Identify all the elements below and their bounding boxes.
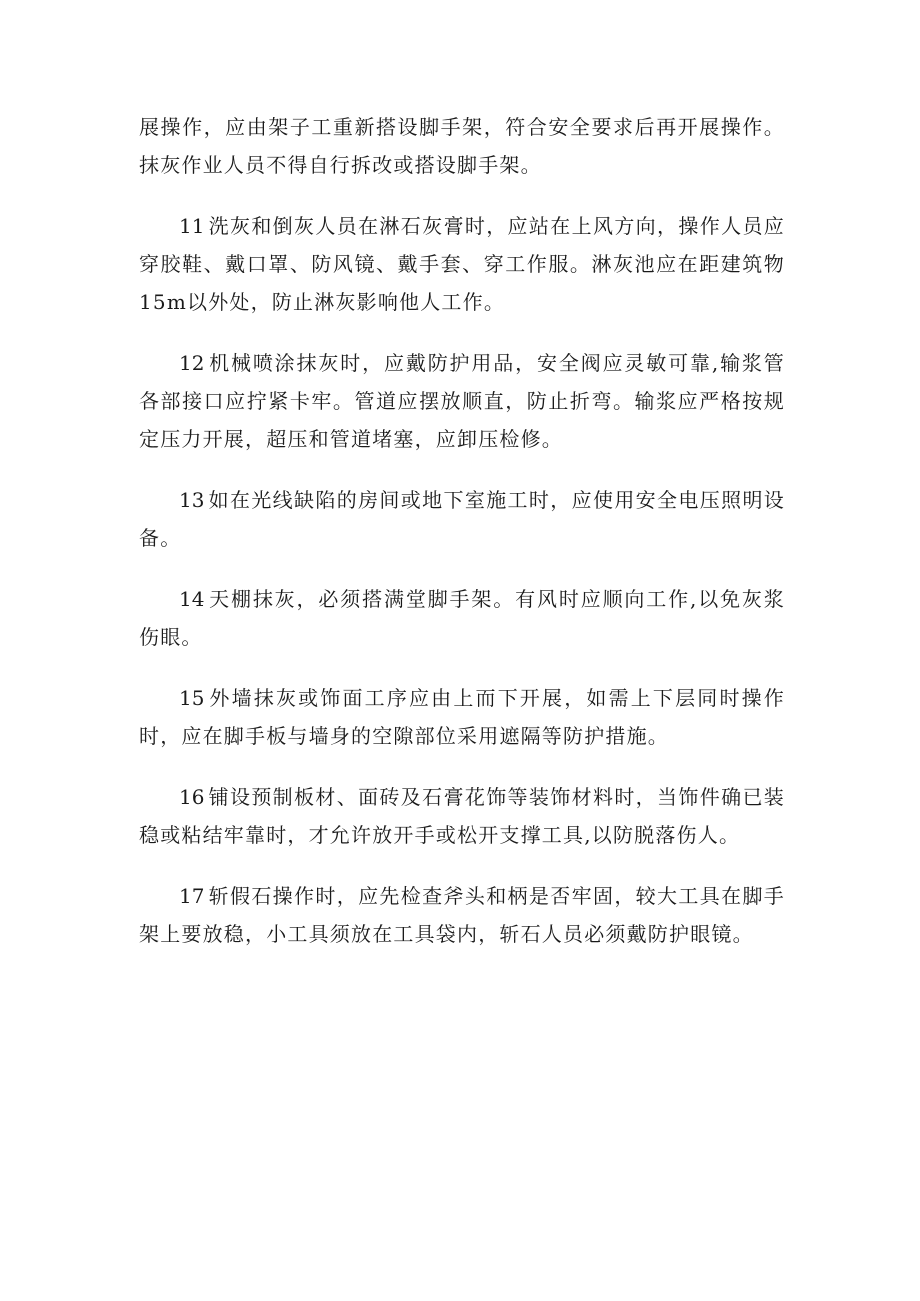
clause-text: 铺设预制板材、面砖及石膏花饰等装饰材料时，当饰件确已装稳或粘结牢靠时，才允许放开手或松开支撑工具,以防脱落伤人。 <box>139 785 785 847</box>
clause-16 <box>139 778 785 854</box>
clause-15 <box>139 679 785 755</box>
clause-17 <box>139 877 785 953</box>
clause-text: 洗灰和倒灰人员在淋石灰膏时，应站在上风方向，操作人员应穿胶鞋、戴口罩、防风镜、戴手套、穿工作服。淋灰池应在距建筑物15m以外处，防止淋灰影响他人工作。 <box>139 214 785 314</box>
clause-11 <box>139 207 785 321</box>
clause-text: 机械喷涂抹灰时，应戴防护用品，安全阀应灵敏可靠,输浆管各部接口应拧紧卡牢。管道应摆放顺直，防止折弯。输浆应严格按规定压力开展，超压和管道堵塞，应卸压检修。 <box>139 351 785 451</box>
clause-number: 17 <box>179 884 205 908</box>
clause-number: 16 <box>179 785 205 809</box>
clause-14 <box>139 580 785 656</box>
clause-text: 外墙抹灰或饰面工序应由上而下开展，如需上下层同时操作时，应在脚手板与墙身的空隙部位采用遮隔等防护措施。 <box>139 686 785 748</box>
clause-text: 天棚抹灰，必须搭满堂脚手架。有风时应顺向工作,以免灰浆伤眼。 <box>139 587 785 649</box>
continuation-paragraph: 展操作，应由架子工重新搭设脚手架，符合安全要求后再开展操作。抹灰作业人员不得自行拆改或搭设脚手架。 <box>139 115 785 177</box>
clause-12 <box>139 344 785 458</box>
clause-number: 11 <box>179 214 205 238</box>
document-body <box>139 108 785 976</box>
clause-number: 14 <box>179 587 205 611</box>
clause-number: 13 <box>179 488 205 512</box>
clause-number: 15 <box>179 686 205 710</box>
clause-number: 12 <box>179 351 205 375</box>
clause-text: 如在光线缺陷的房间或地下室施工时，应使用安全电压照明设备。 <box>139 488 785 550</box>
clause-text: 斩假石操作时，应先检查斧头和柄是否牢固，较大工具在脚手架上要放稳，小工具须放在工具袋内，斩石人员必须戴防护眼镜。 <box>139 884 785 946</box>
clause-13 <box>139 481 785 557</box>
